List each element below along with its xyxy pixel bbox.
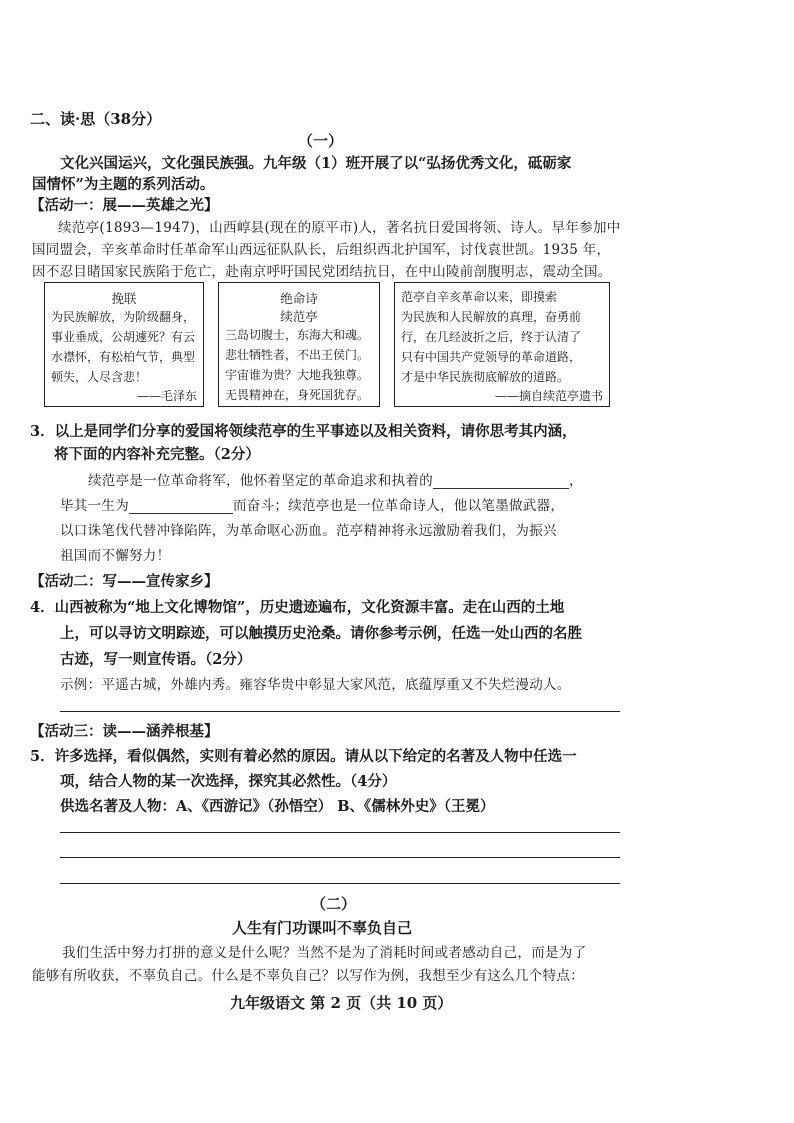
box2-author: 续范亭: [280, 309, 318, 324]
box1-line: 事业垂成，公胡遽死？有云: [51, 330, 196, 344]
box2-line: 三岛切腹士，东海大和魂。: [225, 328, 370, 342]
box1-line: 水襟怀，有松柏气节，典型: [51, 350, 196, 364]
q3-answer-line-3: 以口诛笔伐代替冲锋陷阵，为革命呕心沥血。范亭精神将永远激励着我们，为振兴: [60, 523, 557, 539]
q4-line-3: 古迹，写一则宣传语。（2分）: [60, 651, 252, 668]
q3-answer-text: 毕其一生为: [60, 498, 129, 514]
box3-line: 只有中国共产党领导的革命道路，: [401, 350, 582, 364]
q4-line-2: 上，可以寻访文明踪迹，可以触摸历史沧桑。请你参考示例，任选一处山西的名胜: [60, 625, 582, 642]
activity2-title: 【活动二：写——宣传家乡】: [30, 573, 219, 590]
intro-line-1: 文化兴国运兴，文化强民族强。九年级（1）班开展了以“弘扬优秀文化，砥砺家: [60, 155, 572, 172]
box3-line: 为民族和人民解放的真理，奋勇前: [401, 310, 582, 324]
essay-line-1: 我们生活中努力打拼的意义是什么呢？当然不是为了消耗时间或者感动自己，而是为了: [62, 945, 587, 961]
q3-answer-line-2: [60, 494, 564, 514]
box2-line: 悲壮牺牲者，不出王侯门。: [225, 348, 370, 362]
activity1-title: 【活动一：展——英雄之光】: [30, 197, 219, 214]
q4-answer-line[interactable]: [60, 711, 620, 712]
page-footer: 九年级语文 第 2 页（共 10 页）: [230, 994, 453, 1012]
q3-answer-text: 而奋斗；续范亭也是一位革命诗人，他以笔墨做武器，: [233, 498, 565, 514]
q5-answer-line-3[interactable]: [60, 883, 620, 884]
q5-answer-line-2[interactable]: [60, 857, 620, 858]
activity3-title: 【活动三：读——涵养根基】: [30, 723, 219, 740]
part2-marker: （二）: [311, 895, 357, 913]
essay-line-2: 能够有所收获，不辜负自己。什么是不辜负自己？以写作为例，我想至少有这么几个特点：: [32, 968, 584, 984]
box2-title: 绝命诗: [280, 291, 318, 306]
box3-line: 才是中华民族彻底解放的道路。: [401, 370, 570, 384]
box2-line: 宇宙谁为贵？大地我独尊。: [225, 368, 370, 382]
section-heading: 二、读·思（38分）: [30, 110, 162, 128]
box1-line: 顿失，人尽含悲！: [51, 370, 148, 384]
activity1-para-line-1: 续范亭(1893—1947)，山西崞县(现在的原平市)人，著名抗日爱国将领、诗人。早年参加中: [58, 220, 621, 236]
q5-line-1: 5．许多选择，看似偶然，实则有着必然的原因。请从以下给定的名著及人物中任选一: [30, 748, 577, 765]
box3-line: 范亭自辛亥革命以来，即摸索: [401, 290, 558, 304]
q5-answer-line-1[interactable]: [60, 832, 620, 833]
testament-excerpt-box: [394, 282, 610, 407]
box1-signature: ——毛泽东: [136, 389, 197, 403]
q4-example: 示例：平遥古城，外雄内秀。雍容华贵中彰显大家风范，底蕴厚重又不失烂漫动人。: [60, 677, 571, 693]
activity1-para-line-3: 因不忍目睹国家民族陷于危亡，赴南京呼吁国民党团结抗日，在中山陵前剖腹明志，震动全国。: [32, 264, 612, 280]
q4-line-1: 4．山西被称为“地上文化博物馆”，历史遗迹遍布，文化资源丰富。走在山西的土地: [30, 599, 565, 616]
q3-answer-line-1: [88, 469, 583, 489]
q3-answer-line-4: 祖国而不懈努力！: [60, 548, 171, 564]
intro-line-2: 国情怀”为主题的系列活动。: [32, 176, 215, 193]
box3-line: 行，在几经波折之后，终于认清了: [401, 330, 582, 344]
q5-line-2: 项，结合人物的某一次选择，探究其必然性。（4分）: [60, 773, 397, 790]
activity1-para-line-2: 国同盟会，辛亥革命时任革命军山西远征队队长，后组织西北护国军，讨伐袁世凯。1935 年，: [32, 242, 611, 258]
q3-answer-text: 续范亭是一位革命将军，他怀着坚定的革命追求和执着的: [88, 473, 433, 489]
q5-options: 供选名著及人物：A、《西游记》（孙悟空） B、《儒林外史》（王冕）: [60, 798, 495, 815]
part1-marker: （一）: [298, 132, 344, 150]
q3-blank-1[interactable]: [433, 474, 569, 489]
q3-line-1: 3．以上是同学们分享的爱国将领续范亭的生平事迹以及相关资料，请你思考其内涵，: [30, 423, 577, 440]
farewell-poem-box: [218, 282, 380, 407]
essay-title: 人生有门功课叫不辜负自己: [232, 919, 413, 937]
box3-signature: ——摘自续范亭遗书: [494, 389, 603, 403]
q3-line-2: 将下面的内容补充完整。（2分）: [54, 446, 260, 463]
box2-line: 无畏精神在，身死国犹存。: [225, 388, 370, 402]
elegiac-couplet-box: [44, 282, 204, 407]
q3-blank-2[interactable]: [129, 499, 233, 514]
box1-title: 挽联: [111, 291, 137, 306]
box1-line: 为民族解放，为阶级翻身，: [51, 310, 196, 324]
q3-comma: ，: [569, 473, 583, 489]
